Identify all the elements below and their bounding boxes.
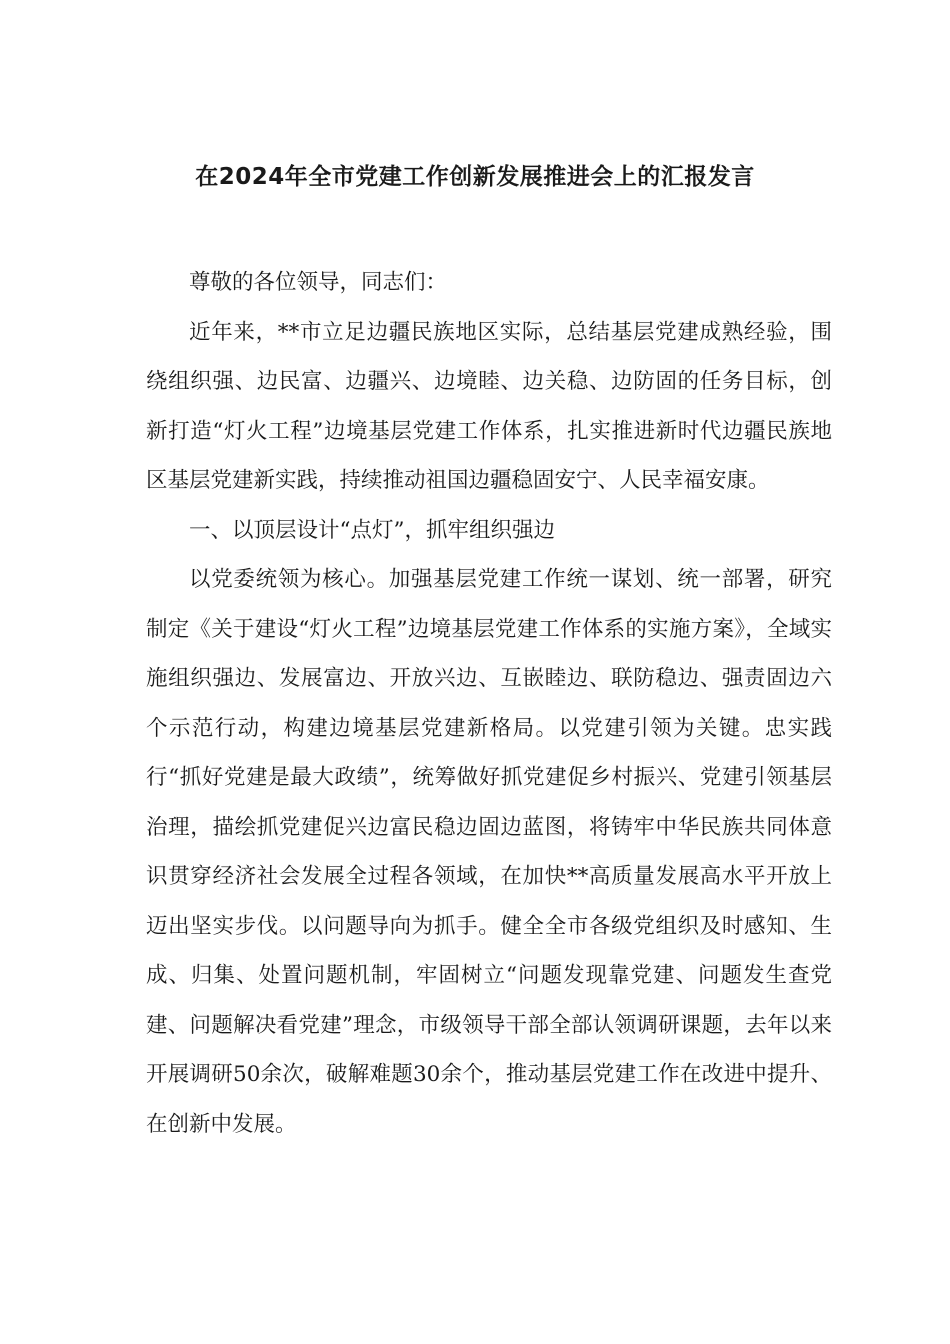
paragraph-section-1: 以党委统领为核心。加强基层党建工作统一谋划、统一部署，研究制定《关于建设“灯火工程”边境基层党建工作体系的实施方案》，全域实施组织强边、发展富边、开放兴边、互嵌睦边、联防稳边、强责固边六个示范行动，构建边境基层党建新格局。以党建引领为关键。忠实践行“抓好党建是最大政绩”，统筹做好抓党建促乡村振兴、党建引领基层治理，描绘抓党建促兴边富民稳边固边蓝图，将铸牢中华民族共同体意识贯穿经济社会发展全过程各领域，在加快**高质量发展高水平开放上迈出坚实步伐。以问题导向为抓手。健全全市各级党组织及时感知、生成、归集、处置问题机制，牢固树立“问题发现靠党建、问题发生查党建、问题解决看党建”理念，市级领导干部全部认领调研课题，去年以来开展调研50余次，破解难题30余个，推动基层党建工作在改进中提升、在创新中发展。: [146, 567, 832, 1137]
paragraph-intro: 近年来，**市立足边疆民族地区实际，总结基层党建成熟经验，围绕组织强、边民富、边疆兴、边境睦、边关稳、边防固的任务目标，创新打造“灯火工程”边境基层党建工作体系，扎实推进新时代边疆民族地区基层党建新实践，持续推动祖国边疆稳固安宁、人民幸福安康。: [146, 319, 832, 493]
salutation: 尊敬的各位领导，同志们：: [189, 270, 448, 295]
document-title: 在2024年全市党建工作创新发展推进会上的汇报发言: [195, 164, 755, 190]
section-heading-1: 一、以顶层设计“点灯”，抓牢组织强边: [189, 517, 555, 543]
document-body: [146, 258, 832, 1149]
